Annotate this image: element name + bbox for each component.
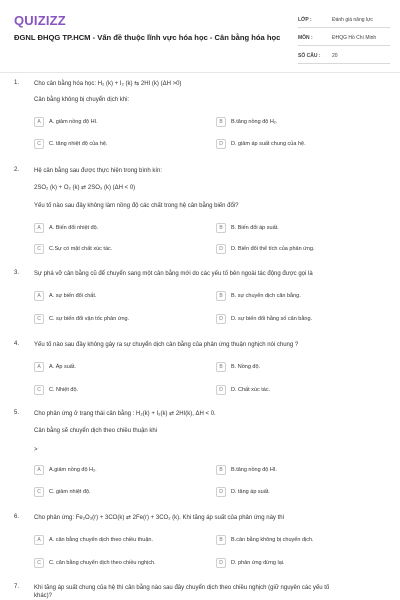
question-number: 5.	[14, 410, 20, 416]
option-d[interactable]	[216, 243, 315, 255]
question-text: Cho phản ứng: Fe₂O₃(r) + 3CO(k) ⇄ 2Fe(r) + 3CO₂ (k). Khi tăng áp suất của phản ứng này thì	[34, 515, 285, 521]
option-text: D. sự biến đổi hằng số cân bằng.	[231, 316, 313, 322]
meta-row-subject	[298, 31, 390, 46]
option-a[interactable]	[34, 116, 98, 128]
question-text: Hệ cân bằng sau được thực hiện trong bình kín:	[34, 168, 163, 174]
option-text: C. Nhiệt độ.	[49, 387, 79, 393]
option-d[interactable]	[216, 384, 270, 396]
option-text: D. giảm áp suất chung của hệ.	[231, 141, 306, 147]
option-d[interactable]	[216, 486, 270, 498]
option-a[interactable]	[34, 361, 76, 373]
option-text: B.cân bằng không bị chuyển dịch.	[231, 537, 314, 543]
option-a[interactable]	[34, 534, 153, 546]
question-subtext: Cân bằng sẽ chuyển dịch theo chiều thuận khi	[34, 428, 158, 434]
option-letter-box: C	[34, 558, 44, 568]
option-d[interactable]	[216, 138, 306, 150]
option-a[interactable]	[34, 222, 98, 234]
option-c[interactable]	[34, 313, 129, 325]
option-text: D. phản ứng dừng lại.	[231, 560, 285, 566]
meta-value: Đánh giá năng lực	[332, 17, 373, 23]
meta-key: MÔN :	[298, 35, 313, 41]
question-number: 2.	[14, 167, 20, 173]
option-text: A. Biến đổi nhiệt độ.	[49, 225, 99, 231]
option-text: A.giảm nồng độ H₂.	[49, 467, 97, 473]
question-text: Yếu tố nào sau đây không gây ra sự chuyển dịch cân bằng của phản ứng thuận nghịch nói chung ?	[34, 342, 299, 348]
option-b[interactable]	[216, 290, 301, 302]
option-letter-box: C	[34, 244, 44, 254]
option-text: C.Sự có mặt chất xúc tác.	[49, 246, 113, 252]
option-text: B. sự chuyển dịch cân bằng.	[231, 293, 301, 299]
worksheet-header	[0, 0, 400, 72]
option-letter-box: C	[34, 487, 44, 497]
option-letter-box: A	[34, 117, 44, 127]
option-text: C. cân bằng chuyển dịch theo chiều nghịch.	[49, 560, 156, 566]
worksheet-meta	[298, 13, 390, 64]
option-letter-box: D	[216, 244, 226, 254]
option-text: C. tăng nhiệt độ của hệ.	[49, 141, 108, 147]
option-letter-box: B	[216, 465, 226, 475]
question-text: Sự phá vỡ cân bằng cũ để chuyển sang một cân bằng mới do các yếu tố bên ngoài tác động được gọi là	[34, 271, 313, 277]
option-text: D. tăng áp suất.	[231, 489, 270, 495]
option-d[interactable]	[216, 557, 285, 569]
option-c[interactable]	[34, 486, 91, 498]
option-letter-box: A	[34, 223, 44, 233]
option-letter-box: A	[34, 362, 44, 372]
option-c[interactable]	[34, 243, 112, 255]
question-number: 3.	[14, 270, 20, 276]
question-subtext: Yếu tố nào sau đây không làm nồng độ các chất trong hệ cân bằng biến đổi?	[34, 203, 239, 209]
option-text: B. Nồng độ.	[231, 364, 261, 370]
question-extra: >	[34, 447, 38, 453]
option-text: A. Áp suất.	[49, 364, 76, 370]
header-divider	[0, 72, 400, 73]
option-c[interactable]	[34, 384, 78, 396]
option-b[interactable]	[216, 534, 314, 546]
question-text: Cho cân bằng hóa học: H₂ (k) + I₂ (k) ⇆ 2HI (k) (ΔH >0)	[34, 81, 182, 87]
option-text: B. Biến đổi áp suất.	[231, 225, 279, 231]
option-letter-box: B	[216, 223, 226, 233]
option-text: A. cân bằng chuyển dịch theo chiều thuận.	[49, 537, 153, 543]
option-letter-box: B	[216, 117, 226, 127]
option-letter-box: A	[34, 465, 44, 475]
question-text-cont: khác)?	[34, 593, 53, 599]
meta-row-count	[298, 49, 390, 64]
question-number: 6.	[14, 514, 20, 520]
meta-value: ĐHQG Hồ Chí Minh	[332, 35, 377, 41]
option-letter-box: C	[34, 385, 44, 395]
option-letter-box: A	[34, 291, 44, 301]
option-text: A. sự biến đổi chất.	[49, 293, 97, 299]
question-number: 4.	[14, 341, 20, 347]
option-letter-box: D	[216, 385, 226, 395]
option-letter-box: C	[34, 314, 44, 324]
question-text: Khi tăng áp suất chung của hệ thì cân bằng nào sau đây chuyển dịch theo chiều nghịch (giữ nguyên các yếu tố	[34, 585, 330, 591]
option-letter-box: C	[34, 139, 44, 149]
option-letter-box: B	[216, 362, 226, 372]
option-letter-box: B	[216, 535, 226, 545]
option-letter-box: A	[34, 535, 44, 545]
option-text: D. Biến đổi thể tích của phản ứng.	[231, 246, 315, 252]
option-text: A. giảm nồng độ HI.	[49, 119, 98, 125]
question-text: Cho phản ứng ở trạng thái cân bằng : H₂(k) + I₂(k) ⇄ 2HI(k), ΔH < 0.	[34, 411, 216, 417]
option-d[interactable]	[216, 313, 312, 325]
question-number: 1.	[14, 80, 20, 86]
option-b[interactable]	[216, 222, 279, 234]
option-text: B.tăng nồng độ H₂.	[231, 119, 278, 125]
meta-row-class	[298, 13, 390, 28]
option-b[interactable]	[216, 464, 277, 476]
option-a[interactable]	[34, 290, 96, 302]
meta-key: SỐ CÂU :	[298, 53, 321, 59]
option-text: B.tăng nồng độ HI.	[231, 467, 277, 473]
question-number: 7.	[14, 584, 20, 590]
option-letter-box: D	[216, 314, 226, 324]
option-text: C. sự biến đổi vận tốc phản ứng.	[49, 316, 130, 322]
worksheet-title: ĐGNL ĐHQG TP.HCM - Vấn đề thuộc lĩnh vực hóa học - Cân bằng hóa học	[14, 33, 281, 42]
option-letter-box: D	[216, 558, 226, 568]
quizizz-logo: QUIZIZZ	[14, 13, 66, 28]
option-c[interactable]	[34, 557, 156, 569]
meta-value: 20	[332, 53, 338, 59]
option-a[interactable]	[34, 464, 97, 476]
question-equation: 2SO₂ (k) + O₂ (k) ⇄ 2SO₃ (k) (ΔH < 0)	[34, 185, 136, 191]
option-letter-box: D	[216, 487, 226, 497]
option-text: D. Chất xúc tác.	[231, 387, 271, 393]
option-letter-box: B	[216, 291, 226, 301]
option-c[interactable]	[34, 138, 107, 150]
option-b[interactable]	[216, 116, 277, 128]
question-subtext: Cân bằng không bị chuyển dịch khi:	[34, 97, 130, 103]
option-b[interactable]	[216, 361, 260, 373]
meta-key: LỚP :	[298, 17, 312, 23]
option-text: C. giảm nhiệt độ.	[49, 489, 91, 495]
option-letter-box: D	[216, 139, 226, 149]
